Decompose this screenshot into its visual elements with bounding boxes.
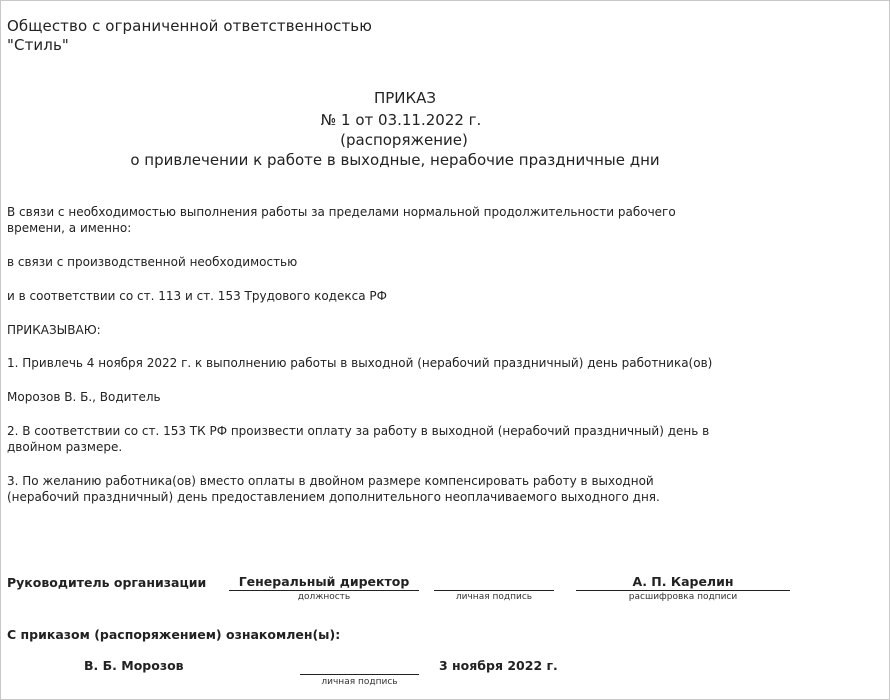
position-value: Генеральный директор <box>238 574 410 589</box>
order-item-3-line2: (нерабочий праздничный) день предоставлением дополнительного неоплачиваемого выходного дня. <box>7 490 660 504</box>
acknowledgement-label: С приказом (распоряжением) ознакомлен(ы): <box>7 627 341 642</box>
order-item-2-line1: 2. В соответствии со ст. 153 ТК РФ произвести оплату за работу в выходной (нерабочий праздничный) день в <box>7 424 710 438</box>
acknowledgement-employee-name: В. Б. Морозов <box>84 658 184 673</box>
order-item-2-line2: двойном размере. <box>7 440 123 454</box>
head-name-caption: расшифровка подписи <box>628 592 738 602</box>
order-number-date: № 1 от 03.11.2022 г. <box>320 111 482 129</box>
order-subtitle: (распоряжение) <box>340 131 468 149</box>
position-underline <box>229 590 419 591</box>
order-item-3-line1: 3. По желанию работника(ов) вместо оплаты в двойном размере компенсировать работу в выходной <box>7 474 654 488</box>
order-word: ПРИКАЗЫВАЮ: <box>7 323 101 337</box>
order-item-1: 1. Привлечь 4 ноября 2022 г. к выполнению работы в выходной (нерабочий праздничный) день работника(ов) <box>7 356 713 370</box>
paragraph-necessity: в связи с производственной необходимостью <box>7 255 298 269</box>
order-title: ПРИКАЗ <box>373 89 437 107</box>
head-signature-line <box>434 590 554 591</box>
head-name-underline <box>576 590 790 591</box>
acknowledgement-date: 3 ноября 2022 г. <box>439 658 558 673</box>
order-subject: о привлечении к работе в выходные, нерабочие праздничные дни <box>130 151 660 169</box>
head-signature-caption: личная подпись <box>455 592 533 602</box>
paragraph-legal-basis: и в соответствии со ст. 113 и ст. 153 Трудового кодекса РФ <box>7 289 387 303</box>
paragraph-reason-line2: времени, а именно: <box>7 221 132 235</box>
organization-name-line1: Общество с ограниченной ответственностью <box>7 17 372 35</box>
paragraph-reason-line1: В связи с необходимостью выполнения работы за пределами нормальной продолжительности рабочего <box>7 205 676 219</box>
head-label: Руководитель организации <box>7 575 207 590</box>
acknowledgement-signature-line <box>300 674 419 675</box>
position-caption: должность <box>297 592 351 602</box>
employee-line: Морозов В. Б., Водитель <box>7 390 161 404</box>
acknowledgement-signature-caption: личная подпись <box>321 677 398 687</box>
head-name-value: А. П. Карелин <box>632 574 734 589</box>
organization-name-line2: "Стиль" <box>7 36 69 54</box>
